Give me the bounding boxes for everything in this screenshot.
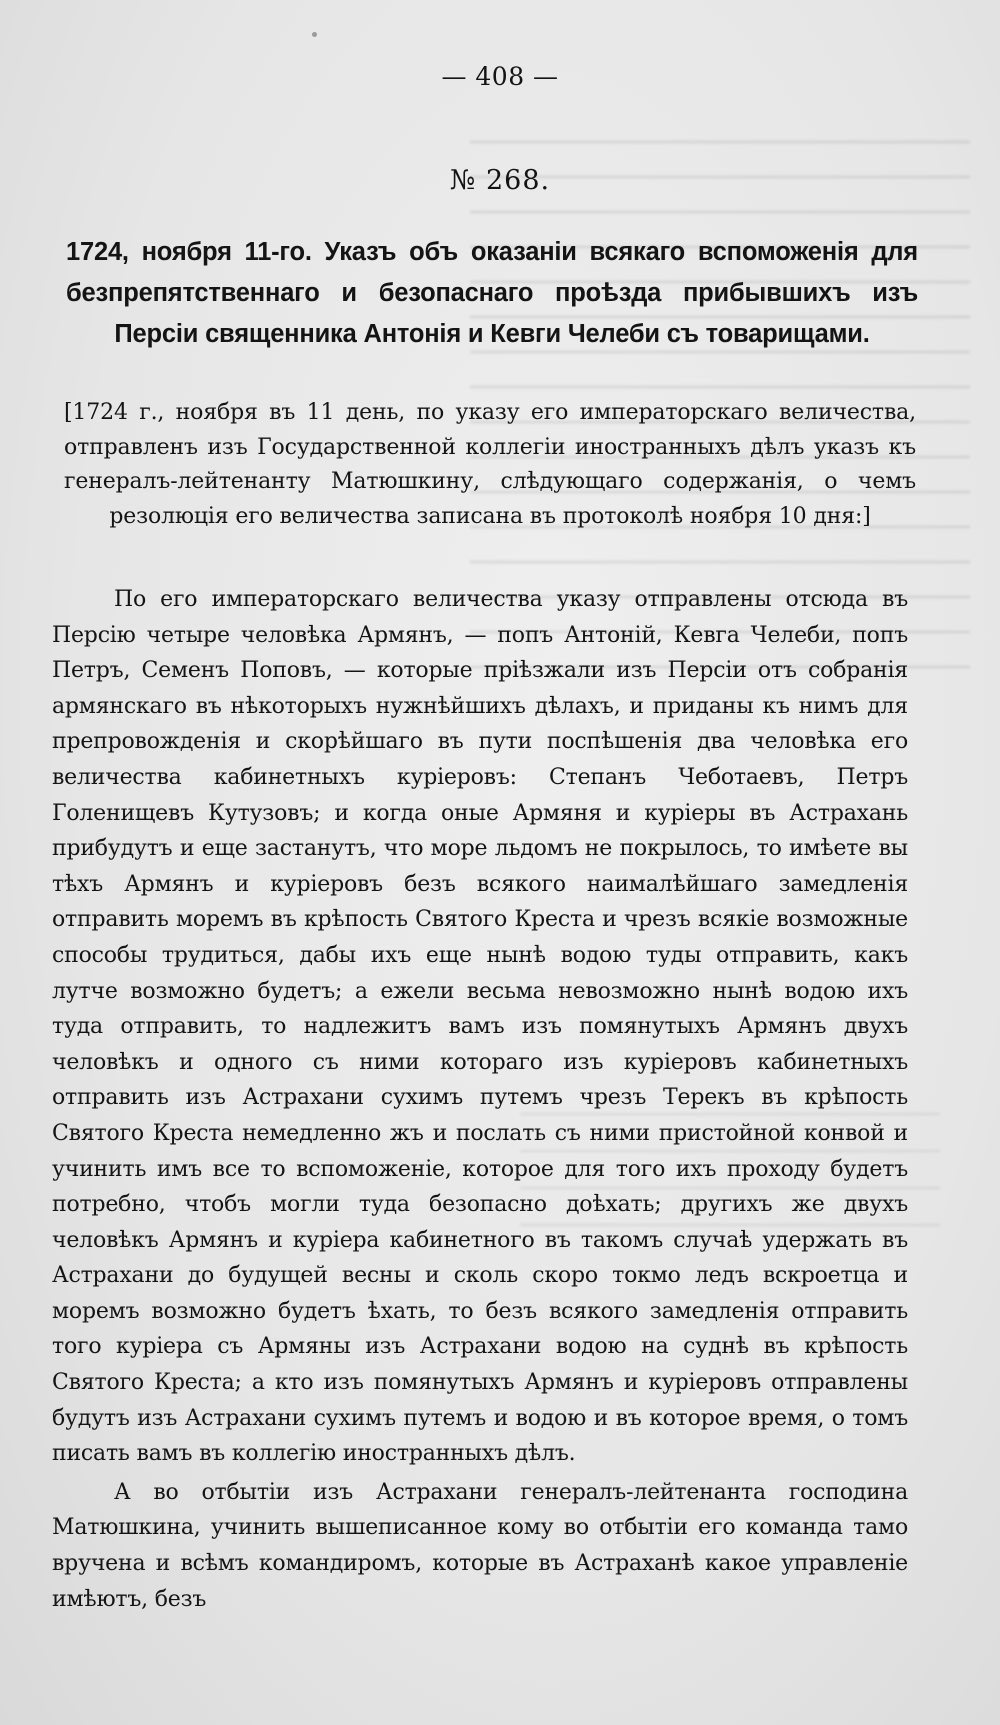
document-preamble: [1724 г., ноября въ 11 день, по указу его императорскаго величества, отправленъ изъ Государственной коллегіи иностранныхъ дѣлъ указъ къ генералъ-лейтенанту Матюшкину, слѣдующаго содержанія, о чемъ резолюція его величества записана въ протоколѣ ноября 10 дня:] <box>64 400 916 529</box>
body-paragraph: А во отбытіи изъ Астрахани генералъ-лейтенанта господина Матюшкина, учинить вышеписанное кому во отбытіи его команда тамо вручена и всѣмъ командиромъ, которые въ Астраханѣ какое управленіе имѣютъ, безъ <box>52 1479 908 1612</box>
body-paragraph: По его императорскаго величества указу отправлены отсюда въ Персію четыре человѣка Армянъ, — попъ Антоній, Кевга Челеби, попъ Петръ, Семенъ Поповъ, — которые пріѣзжали изъ Персіи отъ собранія армянскаго въ нѣкоторыхъ нужнѣйшихъ дѣлахъ, и приданы къ нимъ для препровожденія и скорѣйшаго въ пути поспѣшенія два человѣка его величества кабинетныхъ куріеровъ: Степанъ Чеботаевъ, Петръ Голенищевъ Кутузовъ; и когда оные Армяня и куріеры въ Астрахань прибудутъ и еще застанутъ, что море льдомъ не покрылось, то имѣете вы тѣхъ Армянъ и куріеровъ безъ всякого наималѣйшаго замедленія отправить моремъ въ крѣпость Святого Креста и чрезъ всякіе возможные способы трудиться, дабы ихъ еще нынѣ водою туды отправить, какъ лутче возможно будетъ; а ежели весьма невозможно нынѣ водою ихъ туда отправить, то надлежитъ вамъ изъ помянутыхъ Армянъ двухъ человѣкъ и одного съ ними котораго изъ куріеровъ кабинетныхъ отправить изъ Астрахани сухимъ путемъ чрезъ Терекъ въ крѣпость Святого Креста немедленно жъ и послать съ ними пристойной конвой и учинить имъ все то вспоможеніе, которое для того ихъ проходу будетъ потребно, чтобъ могли туда безопасно доѣхать; другихъ же двухъ человѣкъ Армянъ и куріера кабинетного въ такомъ случаѣ удержать въ Астрахани до будущей весны и сколь скоро токмо ледъ вскроетца и моремъ возможно будетъ ѣхать, то безъ всякого замедленія отправить того куріера съ Армяны изъ Астрахани водою на суднѣ въ крѣпость Святого Креста; а кто изъ помянутыхъ Армянъ и куріеровъ отправлены будутъ изъ Астрахани сухимъ путемъ и водою и въ которое время, о томъ писать вамъ въ коллегію иностранныхъ дѣлъ. <box>52 587 908 1467</box>
document-body <box>52 582 908 1617</box>
paper-speck <box>312 32 317 37</box>
page-number: — 408 — <box>441 62 559 91</box>
document-number: № 268. <box>449 165 551 196</box>
document-heading: 1724, ноября 11-го. Указъ объ оказаніи всякаго вспоможенія для безпрепятственнаго и безопаснаго проѣзда прибывшихъ изъ Персіи священника Антонія и Кевги Челеби съ товарищами. <box>66 238 918 348</box>
